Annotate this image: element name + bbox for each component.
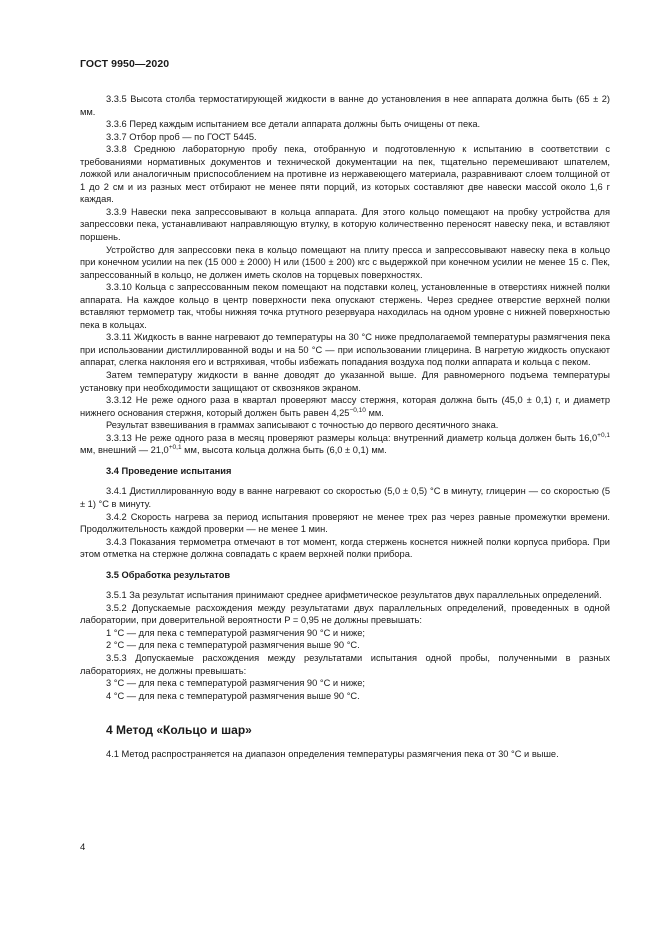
paragraph-3-3-6: 3.3.6 Перед каждым испытанием все детали аппарата должны быть очищены от пека. bbox=[106, 119, 481, 130]
paragraph-3-3-7: 3.3.7 Отбор проб — по ГОСТ 5445. bbox=[106, 131, 257, 142]
paragraph-3-3-13 bbox=[80, 432, 610, 457]
list-item: 3 °С — для пека с температурой размягчения 90 °С и ниже; bbox=[106, 678, 365, 689]
list-item: 2 °С — для пека с температурой размягчения выше 90 °С. bbox=[106, 640, 360, 651]
subsection-heading-3-4: 3.4 Проведение испытания bbox=[106, 465, 232, 476]
paragraph-3-4-3: 3.4.3 Показания термометра отмечают в тот момент, когда стержень коснется нижней полки корпуса прибора. При этом отметка на стержне должна совпадать с краем верхней полки прибора. bbox=[80, 536, 610, 560]
list-item: 1 °С — для пека с температурой размягчения 90 °С и ниже; bbox=[106, 627, 365, 638]
text-run: 3.3.12 Не реже одного раза в квартал проверяют массу стержня, которая должна быть (45,0 ± 0,1) г, и диаметр нижнего основания стержня, который должен быть равен 4,25 bbox=[80, 395, 610, 418]
paragraph-3-3-9: 3.3.9 Навески пека запрессовывают в кольца аппарата. Для этого кольцо помещают на пробку устройства для запрессовки пека, устанавливают направляющую втулку, в которую количественно переносят навеску пека, и вставляют поршень. bbox=[80, 206, 610, 243]
list-item: 4 °С — для пека с температурой размягчения выше 90 °С. bbox=[106, 690, 360, 701]
paragraph-3-3-11-temperature: Затем температуру жидкости в ванне доводят до указанной выше. Для равномерного подъема температуры установку при необходимости защищают от сквозняков экраном. bbox=[80, 370, 610, 393]
paragraph-3-3-12-weighing: Результат взвешивания в граммах записывают с точностью до первого десятичного знака. bbox=[106, 420, 499, 431]
paragraph-3-3-8: 3.3.8 Среднюю лабораторную пробу пека, отобранную и подготовленную к испытанию в соответствии с требованиями нормативных документов и технической документации на пек, тщательно перемешивают шпателем, ложкой или аналогичным приспособлением на противне из нержавеющего материала, разравнивают слоем толщиной от 1 до 2 см и из разных мест отбирают не менее пяти порций, из которых составляют две навески массой около 1,6 г каждая. bbox=[80, 144, 610, 205]
tolerance-superscript: +0,1 bbox=[168, 444, 182, 452]
paragraph-3-5-2: 3.5.2 Допускаемые расхождения между результатами двух параллельных определений, проведенных в одной лаборатории, при доверительной вероятности P = 0,95 не должны превышать: bbox=[80, 602, 610, 626]
tolerance-superscript: −0,10 bbox=[349, 406, 366, 414]
tolerance-superscript: +0,1 bbox=[597, 431, 610, 439]
paragraph-3-3-12 bbox=[80, 394, 610, 419]
document-header: ГОСТ 9950—2020 bbox=[80, 58, 170, 70]
section-heading-4: 4 Метод «Кольцо и шар» bbox=[106, 723, 252, 738]
paragraph-3-3-5: 3.3.5 Высота столба термостатирующей жидкости в ванне до установления в нее аппарата должна быть (65 ± 2) мм. bbox=[80, 94, 610, 117]
text-run: мм, внешний — 21,0 bbox=[80, 445, 169, 456]
text-run: мм, высота кольца должна быть (6,0 ± 0,1) мм. bbox=[181, 445, 387, 456]
paragraph-3-3-9-press: Устройство для запрессовки пека в кольцо помещают на плиту пресса и запрессовывают навеску пека в кольцо при конечном усилии на пек (15 000 ± 2000) Н или (1500 ± 200) кгс с выдержкой при конечном усилии не менее 15 с. Пек, запрессованный в кольцо, не должен иметь сколов на торцевых поверхностях. bbox=[80, 244, 610, 280]
paragraph-3-3-10: 3.3.10 Кольца с запрессованным пеком помещают на подставки колец, установленные в отверстиях нижней полки аппарата. На каждое кольцо в центр поверхности пека опускают стержень. Через среднее отверстие верхней полки вставляют термометр так, чтобы нижняя точка ртутного резервуара находилась на одном уровне с нижней поверхностью пека в кольцах. bbox=[80, 282, 610, 330]
text-run: 3.3.13 Не реже одного раза в месяц проверяют размеры кольца: внутренний диаметр кольца должен быть 16,0 bbox=[106, 432, 598, 443]
document-body bbox=[80, 93, 610, 761]
paragraph-3-4-2: 3.4.2 Скорость нагрева за период испытания проверяют не менее трех раз через равные промежутки времени. Продолжительность каждой проверки — не менее 1 мин. bbox=[80, 511, 610, 535]
paragraph-3-4-1: 3.4.1 Дистиллированную воду в ванне нагревают со скоростью (5,0 ± 0,5) °С в минуту, глицерин — со скоростью (5 ± 1) °С в минуту. bbox=[80, 486, 610, 509]
paragraph-3-3-11: 3.3.11 Жидкость в ванне нагревают до температуры на 30 °С ниже предполагаемой температуры размягчения пека при использовании дистиллированной воды и на 50 °С — при использовании глицерина. В нагретую жидкость опускают аппарат, слегка наклоняя его и встряхивая, чтобы избежать попадания воздуха под полки аппарата и кольца с пеком. bbox=[80, 332, 610, 368]
paragraph-3-5-1: 3.5.1 За результат испытания принимают среднее арифметическое результатов двух параллельных определений. bbox=[106, 590, 602, 601]
paragraph-3-5-3: 3.5.3 Допускаемые расхождения между результатами испытания одной пробы, полученными в разных лабораториях, не должны превышать: bbox=[80, 652, 610, 676]
subsection-heading-3-5: 3.5 Обработка результатов bbox=[106, 569, 231, 580]
page-number: 4 bbox=[80, 842, 86, 853]
paragraph-4-1: 4.1 Метод распространяется на диапазон определения температуры размягчения пека от 30 °С и выше. bbox=[106, 749, 559, 760]
text-run: мм. bbox=[365, 407, 384, 418]
